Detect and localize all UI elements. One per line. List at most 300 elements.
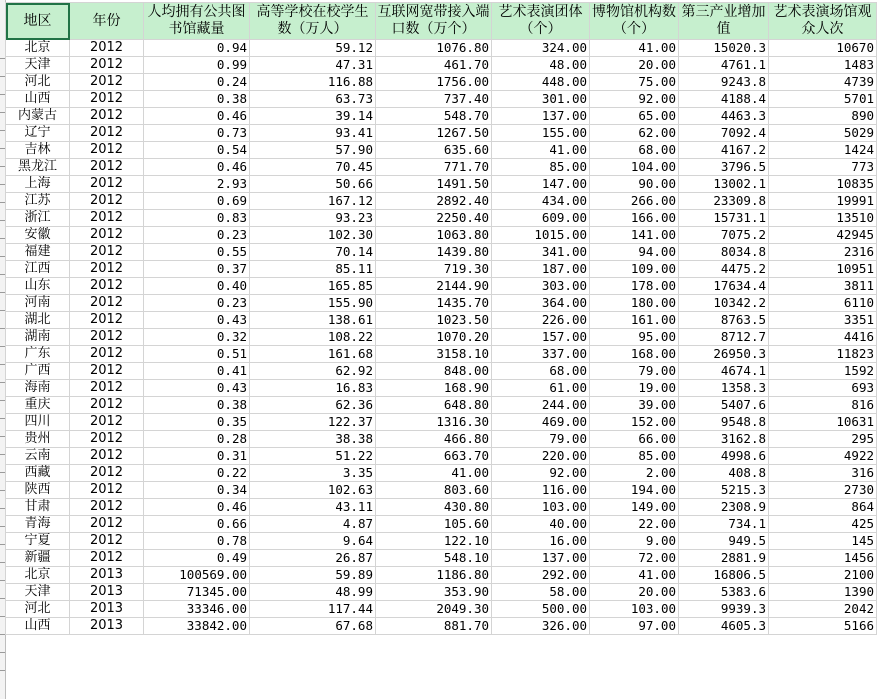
value-cell[interactable]: 4416 [769, 329, 877, 346]
region-cell[interactable]: 黑龙江 [6, 159, 70, 176]
value-cell[interactable]: 0.23 [144, 227, 250, 244]
value-cell[interactable]: 461.70 [376, 57, 492, 74]
year-cell[interactable]: 2012 [70, 550, 144, 567]
value-cell[interactable]: 635.60 [376, 142, 492, 159]
value-cell[interactable]: 890 [769, 108, 877, 125]
value-cell[interactable]: 33842.00 [144, 618, 250, 635]
value-cell[interactable]: 0.24 [144, 74, 250, 91]
year-cell[interactable]: 2012 [70, 227, 144, 244]
value-cell[interactable]: 10951 [769, 261, 877, 278]
value-cell[interactable]: 0.40 [144, 278, 250, 295]
value-cell[interactable]: 19991 [769, 193, 877, 210]
header-cell-1[interactable]: 年份 [70, 3, 144, 40]
region-cell[interactable]: 河北 [6, 74, 70, 91]
value-cell[interactable]: 57.90 [250, 142, 376, 159]
region-cell[interactable]: 河北 [6, 601, 70, 618]
value-cell[interactable]: 67.68 [250, 618, 376, 635]
region-cell[interactable]: 海南 [6, 380, 70, 397]
region-cell[interactable]: 内蒙古 [6, 108, 70, 125]
value-cell[interactable]: 0.34 [144, 482, 250, 499]
value-cell[interactable]: 70.45 [250, 159, 376, 176]
value-cell[interactable]: 93.23 [250, 210, 376, 227]
value-cell[interactable]: 15731.1 [679, 210, 769, 227]
value-cell[interactable]: 38.38 [250, 431, 376, 448]
region-cell[interactable]: 北京 [6, 567, 70, 584]
region-cell[interactable]: 山西 [6, 618, 70, 635]
value-cell[interactable]: 79.00 [590, 363, 679, 380]
region-cell[interactable]: 湖南 [6, 329, 70, 346]
value-cell[interactable]: 0.35 [144, 414, 250, 431]
region-cell[interactable]: 江西 [6, 261, 70, 278]
value-cell[interactable]: 719.30 [376, 261, 492, 278]
year-cell[interactable]: 2013 [70, 618, 144, 635]
value-cell[interactable]: 0.51 [144, 346, 250, 363]
value-cell[interactable]: 47.31 [250, 57, 376, 74]
value-cell[interactable]: 4761.1 [679, 57, 769, 74]
year-cell[interactable]: 2012 [70, 448, 144, 465]
value-cell[interactable]: 2042 [769, 601, 877, 618]
value-cell[interactable]: 11823 [769, 346, 877, 363]
region-cell[interactable]: 云南 [6, 448, 70, 465]
value-cell[interactable]: 68.00 [492, 363, 590, 380]
value-cell[interactable]: 40.00 [492, 516, 590, 533]
value-cell[interactable]: 48.99 [250, 584, 376, 601]
value-cell[interactable]: 8034.8 [679, 244, 769, 261]
value-cell[interactable]: 4188.4 [679, 91, 769, 108]
value-cell[interactable]: 848.00 [376, 363, 492, 380]
value-cell[interactable]: 102.63 [250, 482, 376, 499]
value-cell[interactable]: 167.12 [250, 193, 376, 210]
value-cell[interactable]: 548.10 [376, 550, 492, 567]
value-cell[interactable]: 4475.2 [679, 261, 769, 278]
value-cell[interactable]: 155.90 [250, 295, 376, 312]
value-cell[interactable]: 881.70 [376, 618, 492, 635]
value-cell[interactable]: 8712.7 [679, 329, 769, 346]
year-cell[interactable]: 2012 [70, 380, 144, 397]
value-cell[interactable]: 4463.3 [679, 108, 769, 125]
value-cell[interactable]: 168.90 [376, 380, 492, 397]
region-cell[interactable]: 甘肃 [6, 499, 70, 516]
value-cell[interactable]: 0.46 [144, 499, 250, 516]
value-cell[interactable]: 0.38 [144, 397, 250, 414]
value-cell[interactable]: 816 [769, 397, 877, 414]
region-cell[interactable]: 广西 [6, 363, 70, 380]
region-cell[interactable]: 天津 [6, 57, 70, 74]
value-cell[interactable]: 2100 [769, 567, 877, 584]
value-cell[interactable]: 0.43 [144, 380, 250, 397]
value-cell[interactable]: 266.00 [590, 193, 679, 210]
value-cell[interactable]: 72.00 [590, 550, 679, 567]
value-cell[interactable]: 301.00 [492, 91, 590, 108]
value-cell[interactable]: 1435.70 [376, 295, 492, 312]
value-cell[interactable]: 0.49 [144, 550, 250, 567]
value-cell[interactable]: 3162.8 [679, 431, 769, 448]
region-cell[interactable]: 天津 [6, 584, 70, 601]
year-cell[interactable]: 2012 [70, 482, 144, 499]
value-cell[interactable]: 141.00 [590, 227, 679, 244]
region-cell[interactable]: 辽宁 [6, 125, 70, 142]
value-cell[interactable]: 16.00 [492, 533, 590, 550]
value-cell[interactable]: 803.60 [376, 482, 492, 499]
year-cell[interactable]: 2012 [70, 91, 144, 108]
value-cell[interactable]: 161.00 [590, 312, 679, 329]
value-cell[interactable]: 1483 [769, 57, 877, 74]
year-cell[interactable]: 2013 [70, 584, 144, 601]
value-cell[interactable]: 3.35 [250, 465, 376, 482]
value-cell[interactable]: 220.00 [492, 448, 590, 465]
value-cell[interactable]: 26950.3 [679, 346, 769, 363]
value-cell[interactable]: 5383.6 [679, 584, 769, 601]
value-cell[interactable]: 0.37 [144, 261, 250, 278]
value-cell[interactable]: 145 [769, 533, 877, 550]
value-cell[interactable]: 1015.00 [492, 227, 590, 244]
value-cell[interactable]: 466.80 [376, 431, 492, 448]
region-cell[interactable]: 上海 [6, 176, 70, 193]
value-cell[interactable]: 122.10 [376, 533, 492, 550]
value-cell[interactable]: 0.43 [144, 312, 250, 329]
year-cell[interactable]: 2012 [70, 261, 144, 278]
value-cell[interactable]: 6110 [769, 295, 877, 312]
region-cell[interactable]: 山东 [6, 278, 70, 295]
year-cell[interactable]: 2012 [70, 108, 144, 125]
value-cell[interactable]: 8763.5 [679, 312, 769, 329]
value-cell[interactable]: 20.00 [590, 584, 679, 601]
value-cell[interactable]: 65.00 [590, 108, 679, 125]
value-cell[interactable]: 42945 [769, 227, 877, 244]
value-cell[interactable]: 5029 [769, 125, 877, 142]
year-cell[interactable]: 2012 [70, 193, 144, 210]
value-cell[interactable]: 316 [769, 465, 877, 482]
year-cell[interactable]: 2012 [70, 176, 144, 193]
year-cell[interactable]: 2012 [70, 397, 144, 414]
year-cell[interactable]: 2012 [70, 210, 144, 227]
year-cell[interactable]: 2012 [70, 74, 144, 91]
value-cell[interactable]: 5701 [769, 91, 877, 108]
value-cell[interactable]: 0.66 [144, 516, 250, 533]
year-cell[interactable]: 2012 [70, 363, 144, 380]
region-cell[interactable]: 贵州 [6, 431, 70, 448]
value-cell[interactable]: 66.00 [590, 431, 679, 448]
value-cell[interactable]: 108.22 [250, 329, 376, 346]
value-cell[interactable]: 430.80 [376, 499, 492, 516]
value-cell[interactable]: 434.00 [492, 193, 590, 210]
header-cell-5[interactable]: 艺术表演团体（个） [492, 3, 590, 40]
value-cell[interactable]: 50.66 [250, 176, 376, 193]
value-cell[interactable]: 2730 [769, 482, 877, 499]
value-cell[interactable]: 4605.3 [679, 618, 769, 635]
value-cell[interactable]: 1267.50 [376, 125, 492, 142]
region-cell[interactable]: 陕西 [6, 482, 70, 499]
value-cell[interactable]: 1023.50 [376, 312, 492, 329]
value-cell[interactable]: 364.00 [492, 295, 590, 312]
value-cell[interactable]: 864 [769, 499, 877, 516]
year-cell[interactable]: 2012 [70, 57, 144, 74]
value-cell[interactable]: 9.00 [590, 533, 679, 550]
value-cell[interactable]: 116.88 [250, 74, 376, 91]
value-cell[interactable]: 0.22 [144, 465, 250, 482]
year-cell[interactable]: 2012 [70, 312, 144, 329]
value-cell[interactable]: 22.00 [590, 516, 679, 533]
value-cell[interactable]: 92.00 [590, 91, 679, 108]
value-cell[interactable]: 71345.00 [144, 584, 250, 601]
value-cell[interactable]: 408.8 [679, 465, 769, 482]
value-cell[interactable]: 166.00 [590, 210, 679, 227]
year-cell[interactable]: 2012 [70, 125, 144, 142]
year-cell[interactable]: 2012 [70, 244, 144, 261]
value-cell[interactable]: 90.00 [590, 176, 679, 193]
value-cell[interactable]: 51.22 [250, 448, 376, 465]
region-cell[interactable]: 重庆 [6, 397, 70, 414]
value-cell[interactable]: 292.00 [492, 567, 590, 584]
value-cell[interactable]: 0.41 [144, 363, 250, 380]
value-cell[interactable]: 0.32 [144, 329, 250, 346]
year-cell[interactable]: 2013 [70, 601, 144, 618]
value-cell[interactable]: 2881.9 [679, 550, 769, 567]
value-cell[interactable]: 295 [769, 431, 877, 448]
value-cell[interactable]: 68.00 [590, 142, 679, 159]
value-cell[interactable]: 194.00 [590, 482, 679, 499]
value-cell[interactable]: 23309.8 [679, 193, 769, 210]
region-cell[interactable]: 西藏 [6, 465, 70, 482]
region-cell[interactable]: 广东 [6, 346, 70, 363]
year-cell[interactable]: 2012 [70, 278, 144, 295]
value-cell[interactable]: 9939.3 [679, 601, 769, 618]
region-cell[interactable]: 北京 [6, 40, 70, 57]
value-cell[interactable]: 117.44 [250, 601, 376, 618]
value-cell[interactable]: 97.00 [590, 618, 679, 635]
value-cell[interactable]: 187.00 [492, 261, 590, 278]
year-cell[interactable]: 2013 [70, 567, 144, 584]
value-cell[interactable]: 1390 [769, 584, 877, 601]
value-cell[interactable]: 62.36 [250, 397, 376, 414]
header-cell-4[interactable]: 互联网宽带接入端口数（万个） [376, 3, 492, 40]
value-cell[interactable]: 1456 [769, 550, 877, 567]
value-cell[interactable]: 13002.1 [679, 176, 769, 193]
value-cell[interactable]: 157.00 [492, 329, 590, 346]
value-cell[interactable]: 3811 [769, 278, 877, 295]
value-cell[interactable]: 168.00 [590, 346, 679, 363]
value-cell[interactable]: 353.90 [376, 584, 492, 601]
year-cell[interactable]: 2012 [70, 465, 144, 482]
value-cell[interactable]: 59.12 [250, 40, 376, 57]
value-cell[interactable]: 155.00 [492, 125, 590, 142]
value-cell[interactable]: 448.00 [492, 74, 590, 91]
year-cell[interactable]: 2012 [70, 499, 144, 516]
value-cell[interactable]: 79.00 [492, 431, 590, 448]
header-cell-8[interactable]: 艺术表演场馆观众人次 [769, 3, 877, 40]
value-cell[interactable]: 10342.2 [679, 295, 769, 312]
value-cell[interactable]: 2250.40 [376, 210, 492, 227]
header-cell-7[interactable]: 第三产业增加值 [679, 3, 769, 40]
value-cell[interactable]: 2308.9 [679, 499, 769, 516]
value-cell[interactable]: 0.46 [144, 159, 250, 176]
region-cell[interactable]: 山西 [6, 91, 70, 108]
value-cell[interactable]: 0.55 [144, 244, 250, 261]
value-cell[interactable]: 337.00 [492, 346, 590, 363]
value-cell[interactable]: 5166 [769, 618, 877, 635]
value-cell[interactable]: 7092.4 [679, 125, 769, 142]
value-cell[interactable]: 1070.20 [376, 329, 492, 346]
value-cell[interactable]: 122.37 [250, 414, 376, 431]
value-cell[interactable]: 1063.80 [376, 227, 492, 244]
year-cell[interactable]: 2012 [70, 329, 144, 346]
value-cell[interactable]: 17634.4 [679, 278, 769, 295]
value-cell[interactable]: 70.14 [250, 244, 376, 261]
value-cell[interactable]: 93.41 [250, 125, 376, 142]
value-cell[interactable]: 103.00 [492, 499, 590, 516]
region-cell[interactable]: 湖北 [6, 312, 70, 329]
value-cell[interactable]: 2049.30 [376, 601, 492, 618]
value-cell[interactable]: 737.40 [376, 91, 492, 108]
value-cell[interactable]: 9243.8 [679, 74, 769, 91]
value-cell[interactable]: 41.00 [590, 40, 679, 57]
value-cell[interactable]: 609.00 [492, 210, 590, 227]
value-cell[interactable]: 1439.80 [376, 244, 492, 261]
value-cell[interactable]: 3351 [769, 312, 877, 329]
value-cell[interactable]: 178.00 [590, 278, 679, 295]
value-cell[interactable]: 3158.10 [376, 346, 492, 363]
value-cell[interactable]: 9548.8 [679, 414, 769, 431]
value-cell[interactable]: 0.73 [144, 125, 250, 142]
value-cell[interactable]: 663.70 [376, 448, 492, 465]
value-cell[interactable]: 1491.50 [376, 176, 492, 193]
value-cell[interactable]: 147.00 [492, 176, 590, 193]
region-cell[interactable]: 福建 [6, 244, 70, 261]
value-cell[interactable]: 165.85 [250, 278, 376, 295]
value-cell[interactable]: 4167.2 [679, 142, 769, 159]
value-cell[interactable]: 341.00 [492, 244, 590, 261]
year-cell[interactable]: 2012 [70, 159, 144, 176]
value-cell[interactable]: 1424 [769, 142, 877, 159]
year-cell[interactable]: 2012 [70, 40, 144, 57]
value-cell[interactable]: 326.00 [492, 618, 590, 635]
value-cell[interactable]: 4674.1 [679, 363, 769, 380]
value-cell[interactable]: 161.68 [250, 346, 376, 363]
value-cell[interactable]: 62.92 [250, 363, 376, 380]
year-cell[interactable]: 2012 [70, 431, 144, 448]
value-cell[interactable]: 425 [769, 516, 877, 533]
value-cell[interactable]: 103.00 [590, 601, 679, 618]
value-cell[interactable]: 41.00 [590, 567, 679, 584]
value-cell[interactable]: 0.99 [144, 57, 250, 74]
value-cell[interactable]: 693 [769, 380, 877, 397]
value-cell[interactable]: 116.00 [492, 482, 590, 499]
value-cell[interactable]: 15020.3 [679, 40, 769, 57]
value-cell[interactable]: 0.69 [144, 193, 250, 210]
value-cell[interactable]: 43.11 [250, 499, 376, 516]
value-cell[interactable]: 39.00 [590, 397, 679, 414]
value-cell[interactable]: 1186.80 [376, 567, 492, 584]
value-cell[interactable]: 180.00 [590, 295, 679, 312]
value-cell[interactable]: 85.00 [590, 448, 679, 465]
region-cell[interactable]: 青海 [6, 516, 70, 533]
value-cell[interactable]: 85.00 [492, 159, 590, 176]
value-cell[interactable]: 1592 [769, 363, 877, 380]
year-cell[interactable]: 2012 [70, 516, 144, 533]
value-cell[interactable]: 1358.3 [679, 380, 769, 397]
region-cell[interactable]: 吉林 [6, 142, 70, 159]
header-cell-2[interactable]: 人均拥有公共图书馆藏量 [144, 3, 250, 40]
value-cell[interactable]: 10631 [769, 414, 877, 431]
region-cell[interactable]: 宁夏 [6, 533, 70, 550]
value-cell[interactable]: 19.00 [590, 380, 679, 397]
header-cell-0[interactable]: 地区 [6, 3, 70, 40]
region-cell[interactable]: 新疆 [6, 550, 70, 567]
value-cell[interactable]: 9.64 [250, 533, 376, 550]
value-cell[interactable]: 949.5 [679, 533, 769, 550]
value-cell[interactable]: 137.00 [492, 108, 590, 125]
value-cell[interactable]: 58.00 [492, 584, 590, 601]
value-cell[interactable]: 548.70 [376, 108, 492, 125]
value-cell[interactable]: 0.31 [144, 448, 250, 465]
value-cell[interactable]: 2.93 [144, 176, 250, 193]
value-cell[interactable]: 75.00 [590, 74, 679, 91]
value-cell[interactable]: 26.87 [250, 550, 376, 567]
value-cell[interactable]: 92.00 [492, 465, 590, 482]
value-cell[interactable]: 137.00 [492, 550, 590, 567]
value-cell[interactable]: 149.00 [590, 499, 679, 516]
header-cell-3[interactable]: 高等学校在校学生数（万人） [250, 3, 376, 40]
value-cell[interactable]: 138.61 [250, 312, 376, 329]
value-cell[interactable]: 59.89 [250, 567, 376, 584]
value-cell[interactable]: 0.94 [144, 40, 250, 57]
value-cell[interactable]: 0.38 [144, 91, 250, 108]
value-cell[interactable]: 16806.5 [679, 567, 769, 584]
value-cell[interactable]: 0.23 [144, 295, 250, 312]
value-cell[interactable]: 48.00 [492, 57, 590, 74]
value-cell[interactable]: 2144.90 [376, 278, 492, 295]
value-cell[interactable]: 94.00 [590, 244, 679, 261]
value-cell[interactable]: 469.00 [492, 414, 590, 431]
value-cell[interactable]: 95.00 [590, 329, 679, 346]
value-cell[interactable]: 3796.5 [679, 159, 769, 176]
value-cell[interactable]: 109.00 [590, 261, 679, 278]
value-cell[interactable]: 105.60 [376, 516, 492, 533]
value-cell[interactable]: 648.80 [376, 397, 492, 414]
value-cell[interactable]: 100569.00 [144, 567, 250, 584]
value-cell[interactable]: 39.14 [250, 108, 376, 125]
value-cell[interactable]: 734.1 [679, 516, 769, 533]
value-cell[interactable]: 33346.00 [144, 601, 250, 618]
value-cell[interactable]: 102.30 [250, 227, 376, 244]
region-cell[interactable]: 安徽 [6, 227, 70, 244]
year-cell[interactable]: 2012 [70, 295, 144, 312]
value-cell[interactable]: 5407.6 [679, 397, 769, 414]
year-cell[interactable]: 2012 [70, 414, 144, 431]
region-cell[interactable]: 浙江 [6, 210, 70, 227]
region-cell[interactable]: 河南 [6, 295, 70, 312]
value-cell[interactable]: 500.00 [492, 601, 590, 618]
value-cell[interactable]: 2892.40 [376, 193, 492, 210]
value-cell[interactable]: 1756.00 [376, 74, 492, 91]
value-cell[interactable]: 4922 [769, 448, 877, 465]
value-cell[interactable]: 303.00 [492, 278, 590, 295]
region-cell[interactable]: 江苏 [6, 193, 70, 210]
value-cell[interactable]: 0.83 [144, 210, 250, 227]
value-cell[interactable]: 10835 [769, 176, 877, 193]
header-cell-6[interactable]: 博物馆机构数（个） [590, 3, 679, 40]
value-cell[interactable]: 4998.6 [679, 448, 769, 465]
year-cell[interactable]: 2012 [70, 346, 144, 363]
year-cell[interactable]: 2012 [70, 533, 144, 550]
value-cell[interactable]: 1076.80 [376, 40, 492, 57]
value-cell[interactable]: 0.46 [144, 108, 250, 125]
value-cell[interactable]: 20.00 [590, 57, 679, 74]
value-cell[interactable]: 63.73 [250, 91, 376, 108]
value-cell[interactable]: 4739 [769, 74, 877, 91]
value-cell[interactable]: 2.00 [590, 465, 679, 482]
value-cell[interactable]: 2316 [769, 244, 877, 261]
